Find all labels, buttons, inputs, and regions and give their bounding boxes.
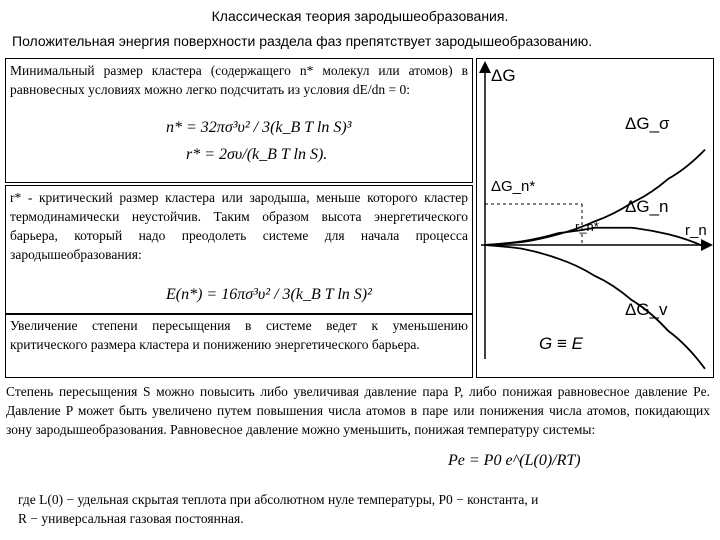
barrier-block	[5, 185, 473, 315]
label-equivalence: G ≡ E	[539, 334, 583, 353]
critical-size-block	[5, 58, 473, 183]
formula-barrier: E(n*) = 16πσ³υ² / 3(k_B T ln S)²	[166, 286, 372, 303]
label-r-n-star: r_n*	[575, 219, 599, 234]
label-dg-n: ΔG_n	[625, 197, 669, 216]
chart-svg	[477, 59, 713, 377]
gibbs-energy-chart	[476, 58, 714, 378]
pressure-text: Степень пересыщения S можно повысить либо увеличивая давление пара P, либо понижая равновесное давление Pe. Давление P может быть увеличено путем повышения числа атомов в паре или понижения числа атомов, покидающих зону зародышеобразования. Равновесное давление можно уменьшить, понижая температуру системы:	[6, 384, 710, 437]
formula-n-star: n* = 32πσ³υ² / 3(k_B T ln S)³	[166, 119, 352, 136]
label-r-n: r_n	[685, 222, 707, 239]
critical-size-text: Минимальный размер кластера (содержащего n* молекул или атомов) в равновесных условиях можно легко подсчитать из условия dE/dn = 0:	[10, 63, 468, 97]
formula-r-star: r* = 2συ/(k_B T ln S).	[186, 146, 328, 163]
label-dg-sigma: ΔG_σ	[625, 114, 670, 133]
formula-equilibrium-pressure: Pe = P0 e^(L(0)/RT)	[448, 452, 581, 469]
page-title: Классическая теория зародышеобразования.	[211, 8, 509, 24]
series-line-dg-v	[485, 245, 705, 369]
definition-line-2: R − универсальная газовая постоянная.	[18, 511, 244, 526]
label-dg: ΔG	[491, 66, 516, 85]
supersaturation-text: Увеличение степени пересыщения в системе ведет к уменьшению критического размера кластера и понижению энергетического барьера.	[10, 318, 468, 352]
supersaturation-block	[5, 313, 473, 378]
page-subtitle: Положительная энергия поверхности раздела фаз препятствует зародышеобразованию.	[12, 33, 593, 49]
label-dg-n-star: ΔG_n*	[491, 178, 536, 195]
barrier-text: r* - критический размер кластера или зародыша, меньше которого кластер термодинамически неустойчив. Таким образом высота энергетического барьера, который надо преодолеть системе для начала процесса зародышеобразования:	[10, 190, 468, 262]
definition-line-1: где L(0) − удельная скрытая теплота при абсолютном нуле температуры, P0 − константа, и	[18, 492, 539, 507]
legend-definitions	[18, 490, 710, 528]
label-dg-v: ΔG_v	[625, 300, 668, 319]
